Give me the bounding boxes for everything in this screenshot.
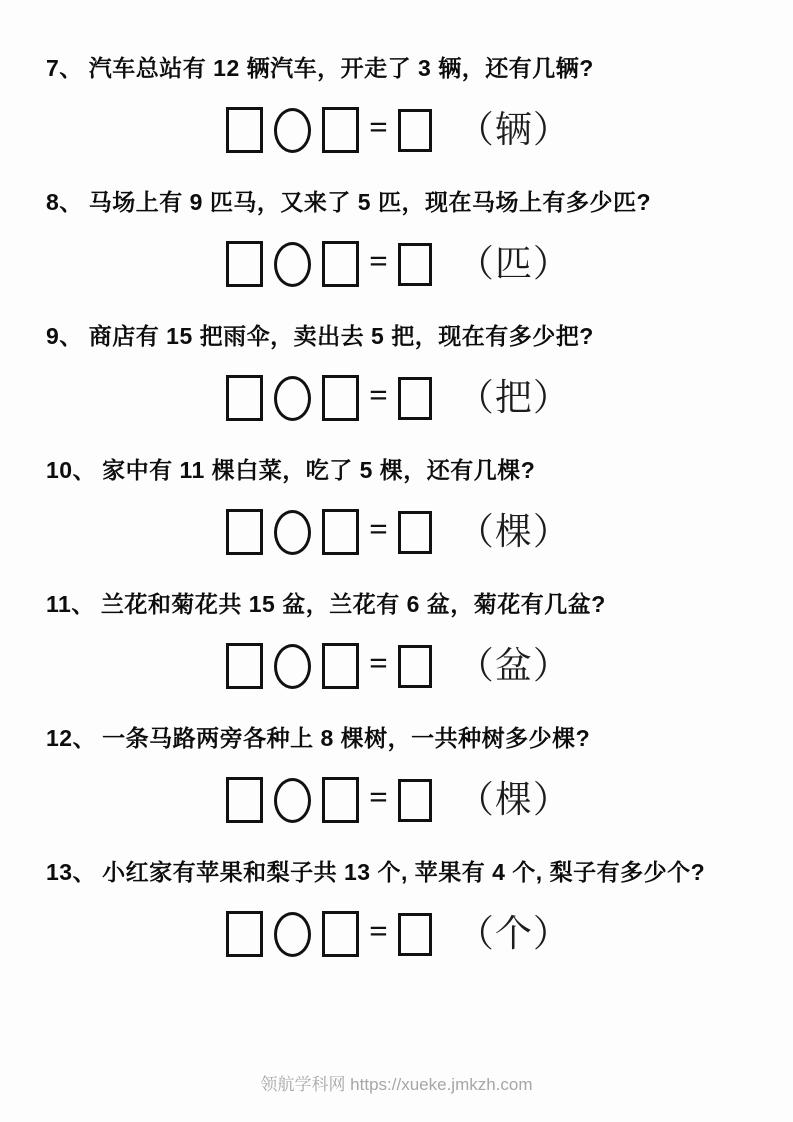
result-box <box>398 109 432 152</box>
problem-text <box>46 586 751 622</box>
operand-box-first <box>226 509 263 555</box>
problem-text <box>46 50 751 86</box>
problem-number: 9、 <box>46 323 83 349</box>
operator-circle <box>274 376 311 421</box>
result-box <box>398 377 432 420</box>
problem-13 <box>46 854 751 959</box>
equation-row <box>46 641 751 691</box>
result-box <box>398 913 432 956</box>
equation-row <box>46 775 751 825</box>
unit-label: （把） <box>456 377 571 419</box>
unit-label: （棵） <box>456 779 571 821</box>
equals-sign: = <box>369 645 388 682</box>
problem-10 <box>46 452 751 557</box>
operator-circle <box>274 242 311 287</box>
result-box <box>398 511 432 554</box>
equals-sign: = <box>369 511 388 548</box>
unit-label: （盆） <box>456 645 571 687</box>
problem-12 <box>46 720 751 825</box>
operand-box-second <box>322 643 359 689</box>
problem-number: 7、 <box>46 55 83 81</box>
problem-number: 12、 <box>46 725 97 751</box>
equals-sign: = <box>369 243 388 280</box>
equals-sign: = <box>369 913 388 950</box>
problem-number: 10、 <box>46 457 97 483</box>
operand-box-first <box>226 107 263 153</box>
problem-number: 13、 <box>46 859 97 885</box>
unit-label: （个） <box>456 913 571 955</box>
problem-statement: 家中有 11 棵白菜，吃了 5 棵，还有几棵? <box>102 457 536 483</box>
operator-circle <box>274 912 311 957</box>
problem-11 <box>46 586 751 691</box>
problem-statement: 一条马路两旁各种上 8 棵树，一共种树多少棵? <box>102 725 591 751</box>
problem-number: 11、 <box>46 591 95 617</box>
problem-statement: 兰花和菊花共 15 盆，兰花有 6 盆，菊花有几盆? <box>100 591 606 617</box>
operator-circle <box>274 778 311 823</box>
problem-text <box>46 854 751 890</box>
operand-box-second <box>322 777 359 823</box>
problem-7 <box>46 50 751 155</box>
operator-circle <box>274 644 311 689</box>
equals-sign: = <box>369 109 388 146</box>
operator-circle <box>274 510 311 555</box>
operand-box-second <box>322 241 359 287</box>
operand-box-first <box>226 375 263 421</box>
operand-box-first <box>226 643 263 689</box>
operator-circle <box>274 108 311 153</box>
operand-box-first <box>226 241 263 287</box>
unit-label: （棵） <box>456 511 571 553</box>
problem-statement: 商店有 15 把雨伞，卖出去 5 把，现在有多少把? <box>88 323 594 349</box>
problem-text <box>46 720 751 756</box>
problem-8 <box>46 184 751 289</box>
equation-row <box>46 909 751 959</box>
operand-box-second <box>322 509 359 555</box>
unit-label: （匹） <box>456 243 571 285</box>
operand-box-first <box>226 911 263 957</box>
equation-row <box>46 507 751 557</box>
equation-row <box>46 239 751 289</box>
equation-row <box>46 373 751 423</box>
equals-sign: = <box>369 779 388 816</box>
problem-statement: 小红家有苹果和梨子共 13 个, 苹果有 4 个, 梨子有多少个? <box>102 859 706 885</box>
result-box <box>398 779 432 822</box>
result-box <box>398 645 432 688</box>
unit-label: （辆） <box>456 109 571 151</box>
equals-sign: = <box>369 377 388 414</box>
problem-9 <box>46 318 751 423</box>
equation-row <box>46 105 751 155</box>
result-box <box>398 243 432 286</box>
operand-box-first <box>226 777 263 823</box>
operand-box-second <box>322 911 359 957</box>
problem-text <box>46 318 751 354</box>
problem-text <box>46 184 751 220</box>
operand-box-second <box>322 375 359 421</box>
problem-number: 8、 <box>46 189 83 215</box>
problem-statement: 马场上有 9 匹马，又来了 5 匹，现在马场上有多少匹? <box>88 189 651 215</box>
problem-text <box>46 452 751 488</box>
operand-box-second <box>322 107 359 153</box>
watermark-text: 领航学科网 https://xueke.jmkzh.com <box>260 1075 533 1094</box>
problem-statement: 汽车总站有 12 辆汽车，开走了 3 辆，还有几辆? <box>88 55 594 81</box>
